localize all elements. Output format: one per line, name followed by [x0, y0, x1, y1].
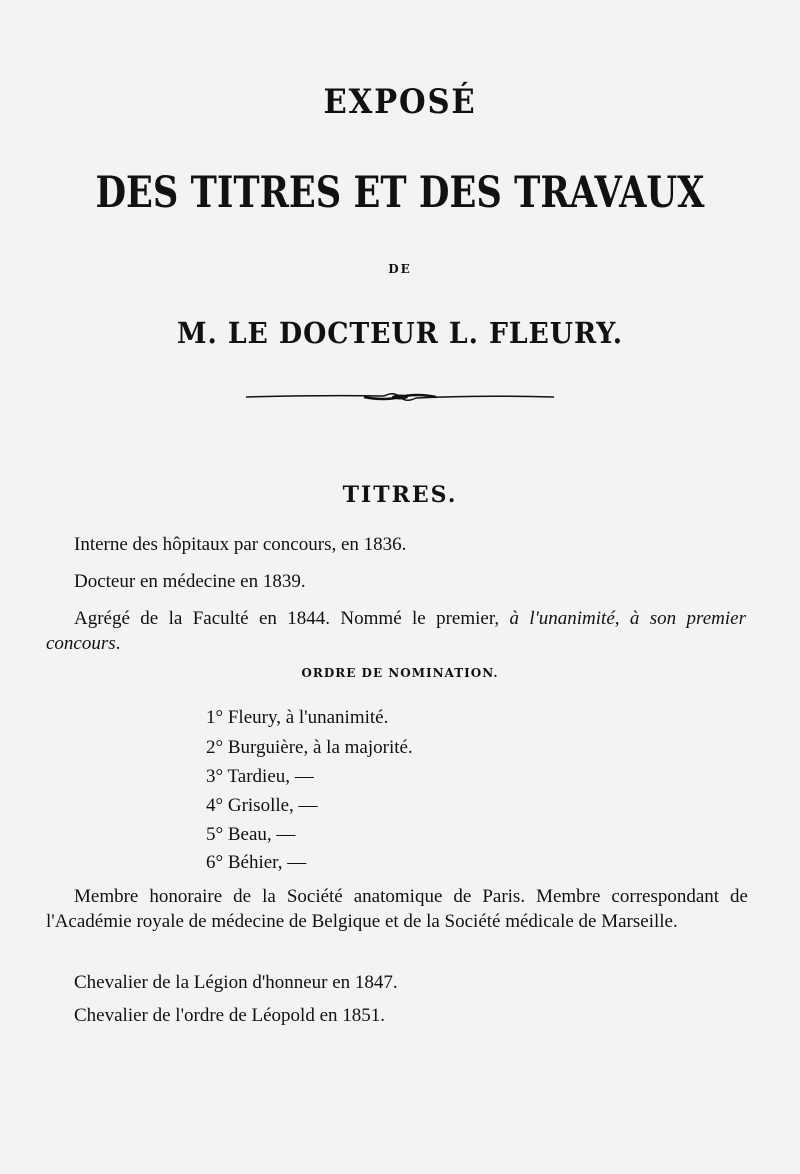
agrege-italic-2: à son premier concours — [46, 608, 747, 654]
agrege-text-2: , — [614, 608, 630, 629]
title-item: Docteur en médecine en 1839. — [74, 571, 306, 592]
nomination-item: 6° Béhier, — — [206, 852, 307, 873]
author-name: M. LE DOCTEUR L. FLEURY. — [177, 316, 623, 350]
ordre-heading: ORDRE DE NOMINATION. — [301, 666, 499, 680]
chevalier-item: Chevalier de la Légion d'honneur en 1847. — [74, 972, 398, 993]
section-title: TITRES. — [342, 482, 458, 508]
title-de: DE — [388, 262, 412, 276]
nomination-item: 5° Beau, — — [206, 824, 296, 845]
agrege-text-3: . — [115, 633, 121, 654]
title-expose: EXPOSÉ — [323, 82, 477, 122]
agrege-italic-1: à l'unanimité — [509, 608, 615, 629]
nomination-item: 2° Burguière, à la majorité. — [206, 737, 413, 758]
title-main: DES TITRES ET DES TRAVAUX — [95, 168, 705, 218]
nomination-item: 3° Tardieu, — — [206, 766, 314, 787]
ornament-divider — [244, 389, 556, 405]
chevalier-item: Chevalier de l'ordre de Léopold en 1851. — [74, 1005, 386, 1026]
title-item: Interne des hôpitaux par concours, en 1836. — [74, 534, 407, 555]
agrege-text-1: Agrégé de la Faculté en 1844. Nommé le premier, — [74, 608, 510, 629]
nomination-item: 1° Fleury, à l'unanimité. — [206, 707, 389, 728]
agrege-paragraph — [46, 606, 746, 656]
nomination-item: 4° Grisolle, — — [206, 795, 318, 816]
membre-paragraph: Membre honoraire de la Société anatomique de Paris. Membre correspondant de l'Académie royale de médecine de Belgique et de la Société médicale de Marseille. — [46, 886, 748, 932]
